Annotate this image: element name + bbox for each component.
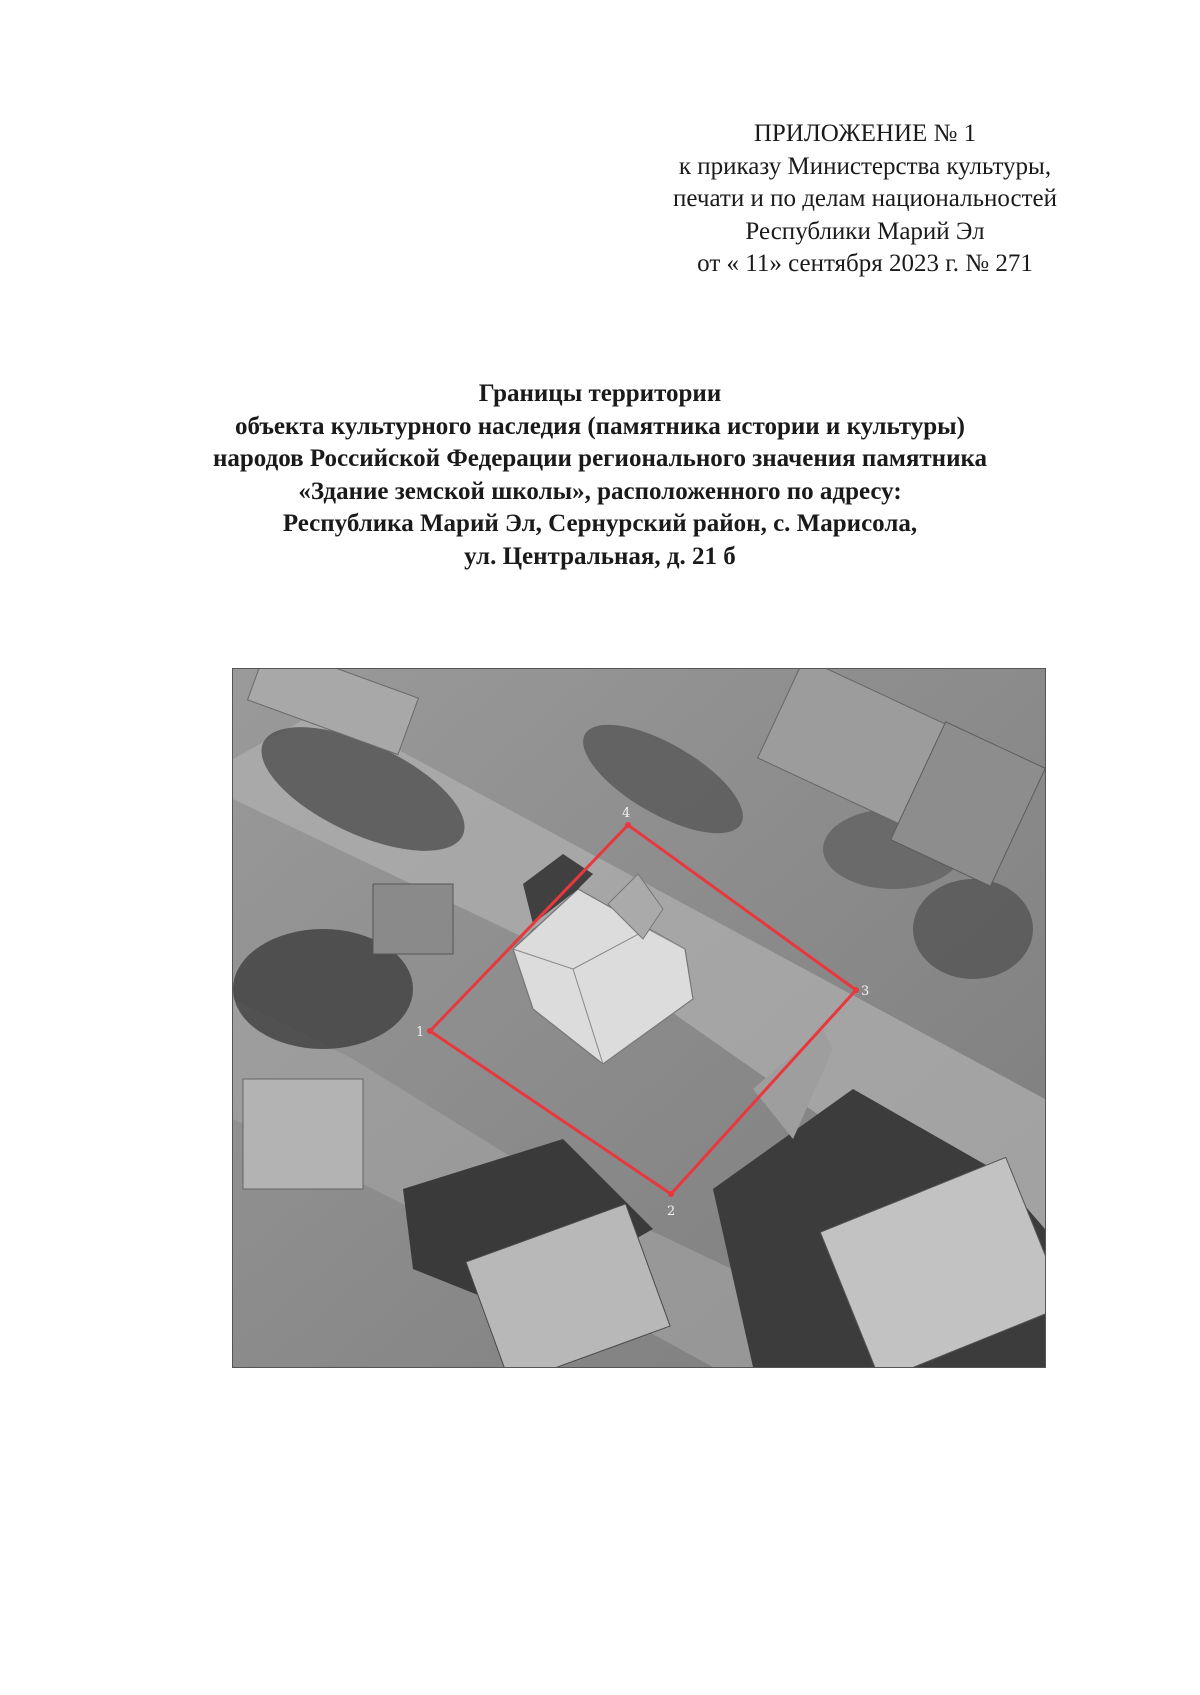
appendix-ministry-line: печати и по делам национальностей (673, 185, 1057, 212)
title-line-4: «Здание земской школы», расположенного по адресу: (298, 477, 902, 505)
point-label-4: 4 (622, 806, 631, 821)
title-line-6: ул. Центральная, д. 21 б (464, 542, 736, 570)
title-line-3: народов Российской Федерации регионального значения памятника (213, 445, 987, 472)
boundary-point-1 (427, 1028, 433, 1034)
appendix-republic-line: Республики Марий Эл (745, 217, 985, 245)
boundary-overlay (233, 669, 1045, 1367)
title-line-2: объекта культурного наследия (памятника истории и культуры) (234, 412, 965, 440)
appendix-order-line: к приказу Министерства культуры, (678, 152, 1052, 180)
boundary-point-2 (668, 1191, 674, 1197)
appendix-date-line: от « 11» сентября 2023 г. № 271 (697, 250, 1033, 277)
territory-boundary (430, 825, 856, 1194)
boundary-point-3 (853, 987, 859, 993)
title-line-1: Границы территории (478, 380, 722, 407)
point-label-2: 2 (667, 1204, 676, 1219)
boundary-point-4 (625, 822, 631, 828)
appendix-number: ПРИЛОЖЕНИЕ № 1 (753, 120, 977, 147)
appendix-header (600, 118, 1130, 281)
aerial-map (232, 668, 1046, 1368)
title-line-5: Республика Марий Эл, Сернурский район, с. Марисола, (282, 510, 918, 537)
point-label-1: 1 (416, 1025, 425, 1040)
point-label-3: 3 (861, 984, 870, 999)
document-title (150, 378, 1050, 573)
